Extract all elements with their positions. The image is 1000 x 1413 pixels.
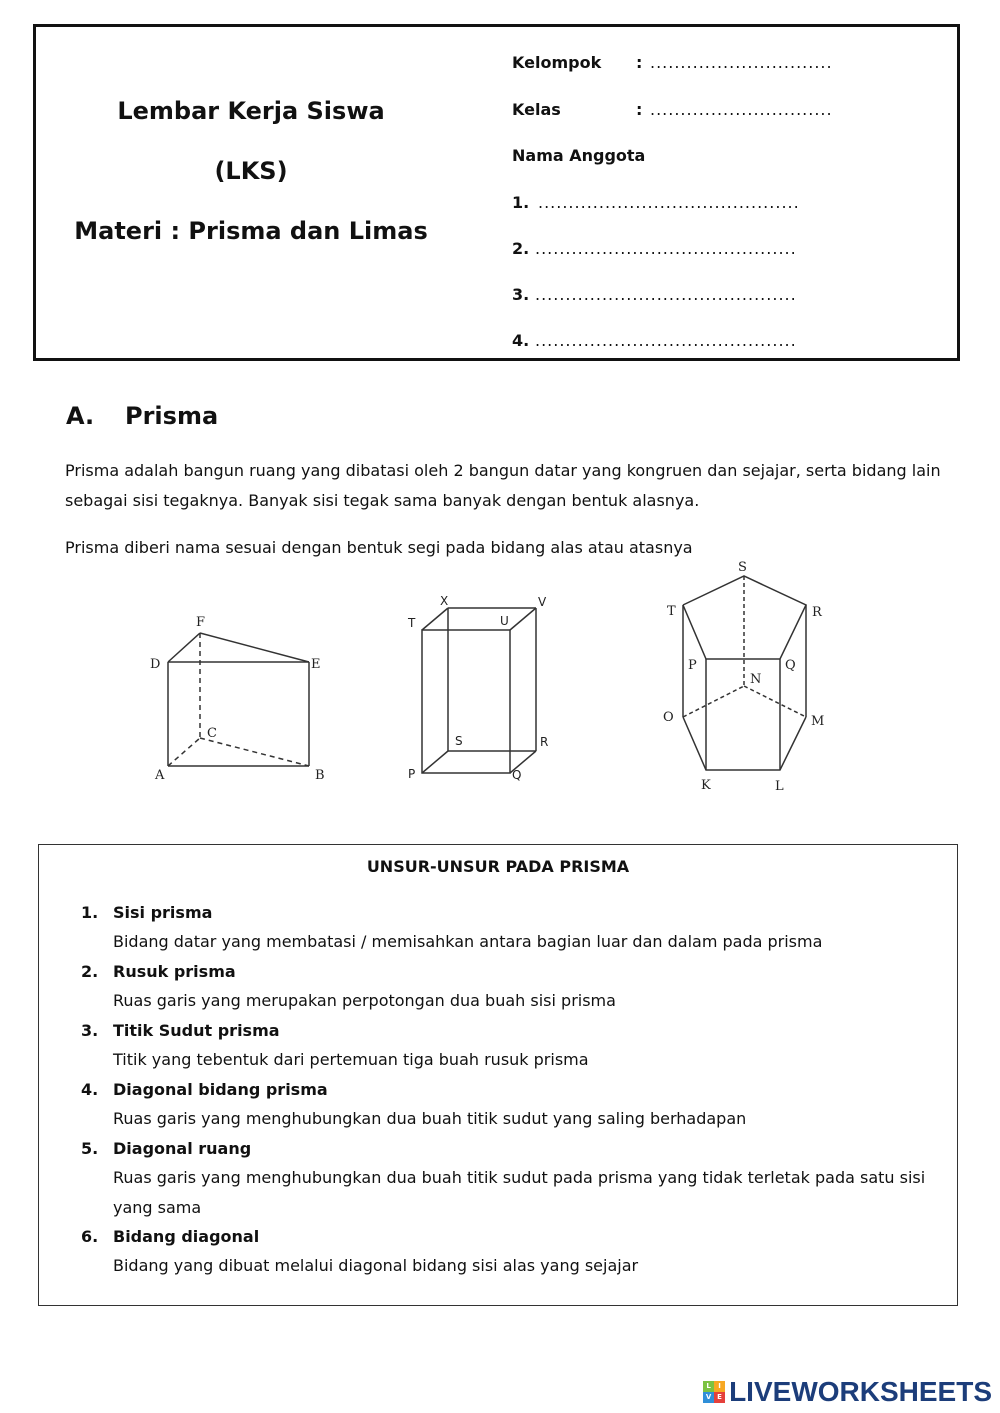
list-item-heading: Sisi prisma bbox=[113, 903, 213, 922]
prism-edge bbox=[200, 633, 309, 662]
badge-letter: I bbox=[714, 1381, 725, 1392]
list-item-number: 1. bbox=[81, 903, 99, 922]
list-item-description: Titik yang tebentuk dari pertemuan tiga buah rusuk prisma bbox=[113, 1050, 589, 1069]
vertex-label-Q: Q bbox=[512, 768, 522, 782]
section-letter: A. bbox=[66, 402, 95, 430]
vertex-label-F: F bbox=[196, 615, 206, 630]
hidden-edge bbox=[683, 686, 744, 717]
vertex-label-A: A bbox=[155, 768, 165, 783]
prism-edge bbox=[168, 633, 200, 662]
liveworksheets-logo[interactable] bbox=[703, 1377, 992, 1407]
prism-figures bbox=[0, 555, 1000, 805]
vertex-label-T: T bbox=[667, 604, 676, 619]
triangular-prism-figure bbox=[168, 633, 309, 766]
member-field[interactable]: ........................................... bbox=[535, 285, 797, 304]
vertex-label-C: C bbox=[207, 726, 217, 741]
kelompok-label: Kelompok bbox=[512, 53, 602, 72]
kelas-label: Kelas bbox=[512, 100, 561, 119]
vertex-label-U: U bbox=[500, 614, 509, 628]
list-item-number: 5. bbox=[81, 1139, 99, 1158]
prisma-naming-text: Prisma diberi nama sesuai dengan bentuk segi pada bidang alas atau atasnya bbox=[65, 538, 693, 557]
list-item-heading: Rusuk prisma bbox=[113, 962, 236, 981]
list-item-number: 2. bbox=[81, 962, 99, 981]
vertex-label-K: K bbox=[701, 778, 711, 793]
list-item-description: Ruas garis yang menghubungkan dua buah titik sudut yang saling berhadapan bbox=[113, 1109, 747, 1128]
worksheet-topic: Materi : Prisma dan Limas bbox=[74, 217, 428, 245]
header-box bbox=[33, 24, 960, 361]
vertex-label-O: O bbox=[663, 710, 674, 725]
logo-badge-icon bbox=[703, 1381, 725, 1403]
vertex-label-V: V bbox=[538, 595, 547, 609]
worksheet-subtitle: (LKS) bbox=[214, 157, 288, 185]
vertex-label-M: M bbox=[811, 714, 825, 729]
list-item-description: Ruas garis yang merupakan perpotongan dua buah sisi prisma bbox=[113, 991, 616, 1010]
list-item-description: Ruas garis yang menghubungkan dua buah titik sudut pada prisma yang tidak terletak pada satu sisi yang sama bbox=[113, 1168, 926, 1217]
vertex-label-R: R bbox=[540, 735, 549, 749]
member-field[interactable]: ........................................... bbox=[535, 331, 797, 350]
member-number: 1. bbox=[512, 193, 530, 212]
vertex-label-T: T bbox=[408, 616, 416, 630]
prism-edge bbox=[510, 608, 536, 630]
prisma-definition-line1: Prisma adalah bangun ruang yang dibatasi oleh 2 bangun datar yang kongruen dan sejajar, serta bidang lain bbox=[65, 461, 941, 480]
prisma-definition-line2: sebagai sisi tegaknya. Banyak sisi tegak sama banyak dengan bentuk alasnya. bbox=[65, 491, 700, 510]
section-title: Prisma bbox=[125, 402, 219, 430]
logo-text: LIVEWORKSHEETS bbox=[729, 1376, 992, 1407]
list-item-heading: Diagonal ruang bbox=[113, 1139, 252, 1158]
kelas-colon: : bbox=[636, 100, 643, 119]
list-item-number: 6. bbox=[81, 1227, 99, 1246]
list-item-heading: Titik Sudut prisma bbox=[113, 1021, 280, 1040]
vertex-label-D: D bbox=[150, 657, 161, 672]
kelas-field[interactable]: .............................. bbox=[650, 100, 833, 119]
worksheet-title: Lembar Kerja Siswa bbox=[117, 97, 385, 125]
bottom-face-visible bbox=[683, 717, 806, 770]
prism-edge bbox=[422, 608, 448, 630]
badge-letter: E bbox=[714, 1392, 725, 1403]
unsur-prisma-box bbox=[38, 844, 958, 1306]
list-item-number: 3. bbox=[81, 1021, 99, 1040]
list-item-number: 4. bbox=[81, 1080, 99, 1099]
badge-letter: V bbox=[703, 1392, 714, 1403]
list-item-description: Bidang yang dibuat melalui diagonal bidang sisi alas yang sejajar bbox=[113, 1256, 639, 1275]
member-field[interactable]: ........................................... bbox=[535, 239, 797, 258]
vertex-label-P: P bbox=[688, 658, 697, 673]
unsur-title: UNSUR-UNSUR PADA PRISMA bbox=[366, 857, 630, 876]
badge-letter: L bbox=[703, 1381, 714, 1392]
vertex-label-S: S bbox=[455, 734, 463, 748]
vertex-label-R: R bbox=[812, 605, 822, 620]
kelompok-field[interactable]: .............................. bbox=[650, 53, 833, 72]
vertex-label-S: S bbox=[738, 560, 747, 575]
list-item-description: Bidang datar yang membatasi / memisahkan antara bagian luar dan dalam pada prisma bbox=[113, 932, 823, 951]
list-item-heading: Diagonal bidang prisma bbox=[113, 1080, 328, 1099]
nama-anggota-label: Nama Anggota bbox=[512, 146, 646, 165]
member-number: 2. bbox=[512, 239, 530, 258]
member-number: 3. bbox=[512, 285, 530, 304]
vertex-label-N: N bbox=[750, 672, 762, 687]
box-prism-figure bbox=[422, 608, 536, 773]
vertex-label-X: X bbox=[440, 594, 449, 608]
vertex-label-B: B bbox=[315, 768, 325, 783]
prism-edge bbox=[422, 751, 448, 773]
list-item-heading: Bidang diagonal bbox=[113, 1227, 260, 1246]
hidden-edge bbox=[744, 686, 806, 717]
hidden-edge bbox=[200, 738, 309, 766]
vertex-label-L: L bbox=[775, 779, 784, 794]
vertex-label-E: E bbox=[311, 657, 321, 672]
member-number: 4. bbox=[512, 331, 530, 350]
kelompok-colon: : bbox=[636, 53, 643, 72]
pentagonal-prism-figure bbox=[683, 576, 806, 770]
member-field[interactable]: ........................................... bbox=[538, 193, 800, 212]
vertex-label-P: P bbox=[408, 767, 416, 781]
hidden-edge bbox=[168, 738, 200, 766]
vertex-label-Q: Q bbox=[785, 658, 796, 673]
